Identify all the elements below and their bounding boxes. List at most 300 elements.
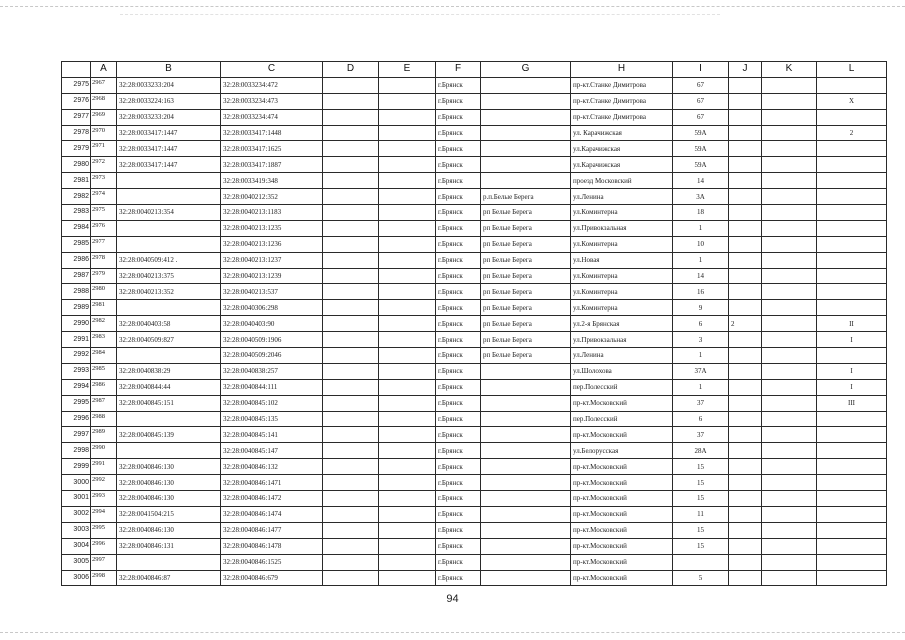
row-number[interactable]: 2983 — [62, 205, 91, 221]
cell-e[interactable] — [379, 538, 436, 554]
cell-h[interactable]: пр-кт.Станке Димитрова — [571, 93, 673, 109]
cell-f[interactable]: г.Брянск — [436, 379, 481, 395]
cell-h[interactable]: ул.Шолохова — [571, 363, 673, 379]
cell-i[interactable]: 5 — [673, 570, 729, 586]
cell-l[interactable] — [817, 491, 887, 507]
cell-k[interactable] — [762, 93, 817, 109]
cell-j[interactable] — [729, 379, 762, 395]
cell-l[interactable] — [817, 141, 887, 157]
cell-c[interactable]: 32:28:0040846:1474 — [221, 506, 323, 522]
cell-h[interactable]: пер.Полесский — [571, 411, 673, 427]
cell-b[interactable]: 32:28:0040846:130 — [117, 491, 221, 507]
cell-h[interactable]: ул.Привокзальная — [571, 220, 673, 236]
cell-b[interactable]: 32:28:0040846:130 — [117, 475, 221, 491]
cell-g[interactable] — [481, 538, 571, 554]
cell-e[interactable] — [379, 427, 436, 443]
cell-b[interactable] — [117, 220, 221, 236]
cell-h[interactable]: пр-кт.Станке Димитрова — [571, 77, 673, 93]
cell-g[interactable]: рп Белые Берега — [481, 236, 571, 252]
cell-a[interactable]: 2975 — [91, 205, 117, 221]
cell-k[interactable] — [762, 284, 817, 300]
row-number[interactable]: 3003 — [62, 522, 91, 538]
cell-i[interactable]: 59А — [673, 141, 729, 157]
cell-i[interactable]: 14 — [673, 173, 729, 189]
cell-i[interactable]: 1 — [673, 348, 729, 364]
cell-j[interactable] — [729, 284, 762, 300]
cell-a[interactable]: 2998 — [91, 570, 117, 586]
cell-j[interactable] — [729, 459, 762, 475]
cell-g[interactable] — [481, 363, 571, 379]
cell-b[interactable]: 32:28:0040213:354 — [117, 205, 221, 221]
cell-j[interactable] — [729, 157, 762, 173]
cell-h[interactable]: пр-кт.Московский — [571, 475, 673, 491]
cell-h[interactable]: пр-кт.Станке Димитрова — [571, 109, 673, 125]
cell-l[interactable] — [817, 570, 887, 586]
cell-i[interactable]: 37 — [673, 427, 729, 443]
cell-e[interactable] — [379, 570, 436, 586]
cell-c[interactable]: 32:28:0033417:1448 — [221, 125, 323, 141]
cell-f[interactable]: г.Брянск — [436, 284, 481, 300]
cell-h[interactable]: ул.Привокзальная — [571, 332, 673, 348]
cell-c[interactable]: 32:28:0040846:1472 — [221, 491, 323, 507]
column-header-i[interactable]: I — [673, 62, 729, 78]
cell-k[interactable] — [762, 316, 817, 332]
cell-l[interactable] — [817, 252, 887, 268]
cell-g[interactable]: рп Белые Берега — [481, 316, 571, 332]
cell-l[interactable] — [817, 443, 887, 459]
cell-d[interactable] — [323, 157, 379, 173]
cell-l[interactable] — [817, 538, 887, 554]
cell-i[interactable]: 10 — [673, 236, 729, 252]
cell-f[interactable]: г.Брянск — [436, 570, 481, 586]
cell-f[interactable]: г.Брянск — [436, 125, 481, 141]
cell-a[interactable]: 2972 — [91, 157, 117, 173]
cell-k[interactable] — [762, 363, 817, 379]
cell-d[interactable] — [323, 538, 379, 554]
cell-g[interactable] — [481, 475, 571, 491]
cell-f[interactable]: г.Брянск — [436, 538, 481, 554]
row-number[interactable]: 2991 — [62, 332, 91, 348]
cell-a[interactable]: 2978 — [91, 252, 117, 268]
cell-b[interactable] — [117, 554, 221, 570]
cell-c[interactable]: 32:28:0040846:132 — [221, 459, 323, 475]
cell-l[interactable] — [817, 157, 887, 173]
cell-a[interactable]: 2983 — [91, 332, 117, 348]
cell-i[interactable]: 15 — [673, 491, 729, 507]
cell-l[interactable] — [817, 554, 887, 570]
cell-f[interactable]: г.Брянск — [436, 205, 481, 221]
cell-k[interactable] — [762, 395, 817, 411]
cell-a[interactable]: 2982 — [91, 316, 117, 332]
cell-d[interactable] — [323, 205, 379, 221]
cell-d[interactable] — [323, 77, 379, 93]
cell-i[interactable] — [673, 554, 729, 570]
cell-l[interactable]: 2 — [817, 125, 887, 141]
cell-l[interactable] — [817, 348, 887, 364]
cell-d[interactable] — [323, 348, 379, 364]
cell-c[interactable]: 32:28:0033234:472 — [221, 77, 323, 93]
column-header-k[interactable]: K — [762, 62, 817, 78]
cell-b[interactable]: 32:28:0033233:204 — [117, 77, 221, 93]
cell-d[interactable] — [323, 93, 379, 109]
cell-k[interactable] — [762, 173, 817, 189]
cell-e[interactable] — [379, 363, 436, 379]
cell-e[interactable] — [379, 77, 436, 93]
cell-l[interactable] — [817, 189, 887, 205]
cell-i[interactable]: 1 — [673, 379, 729, 395]
cell-b[interactable]: 32:28:0040509:827 — [117, 332, 221, 348]
cell-e[interactable] — [379, 411, 436, 427]
column-header-c[interactable]: C — [221, 62, 323, 78]
cell-k[interactable] — [762, 522, 817, 538]
cell-b[interactable]: 32:28:0040846:131 — [117, 538, 221, 554]
cell-l[interactable] — [817, 411, 887, 427]
row-number[interactable]: 2995 — [62, 395, 91, 411]
cell-l[interactable] — [817, 268, 887, 284]
cell-f[interactable]: г.Брянск — [436, 252, 481, 268]
cell-e[interactable] — [379, 379, 436, 395]
cell-j[interactable] — [729, 300, 762, 316]
cell-b[interactable]: 32:28:0040845:139 — [117, 427, 221, 443]
cell-e[interactable] — [379, 522, 436, 538]
cell-f[interactable]: г.Брянск — [436, 268, 481, 284]
column-header-d[interactable]: D — [323, 62, 379, 78]
column-header-b[interactable]: B — [117, 62, 221, 78]
cell-k[interactable] — [762, 157, 817, 173]
cell-d[interactable] — [323, 379, 379, 395]
row-number[interactable]: 2994 — [62, 379, 91, 395]
cell-g[interactable] — [481, 93, 571, 109]
cell-g[interactable] — [481, 379, 571, 395]
cell-h[interactable]: пр-кт.Московский — [571, 554, 673, 570]
cell-b[interactable]: 32:28:0033417:1447 — [117, 157, 221, 173]
cell-c[interactable]: 32:28:0040213:1183 — [221, 205, 323, 221]
cell-k[interactable] — [762, 236, 817, 252]
cell-e[interactable] — [379, 109, 436, 125]
row-number[interactable]: 2992 — [62, 348, 91, 364]
cell-e[interactable] — [379, 125, 436, 141]
cell-g[interactable]: р.п.Белые Берега — [481, 189, 571, 205]
cell-a[interactable]: 2970 — [91, 125, 117, 141]
cell-d[interactable] — [323, 173, 379, 189]
cell-c[interactable]: 32:28:0040509:2046 — [221, 348, 323, 364]
cell-k[interactable] — [762, 538, 817, 554]
cell-a[interactable]: 2984 — [91, 348, 117, 364]
cell-e[interactable] — [379, 205, 436, 221]
cell-h[interactable]: ул. Карачижская — [571, 125, 673, 141]
cell-h[interactable]: ул.Ленина — [571, 348, 673, 364]
cell-a[interactable]: 2988 — [91, 411, 117, 427]
cell-j[interactable] — [729, 252, 762, 268]
cell-g[interactable]: рп Белые Берега — [481, 300, 571, 316]
cell-h[interactable]: ул.Белорусская — [571, 443, 673, 459]
cell-c[interactable]: 32:28:0033234:474 — [221, 109, 323, 125]
cell-a[interactable]: 2974 — [91, 189, 117, 205]
cell-j[interactable] — [729, 570, 762, 586]
cell-h[interactable]: пр-кт.Московский — [571, 570, 673, 586]
cell-l[interactable] — [817, 109, 887, 125]
column-header-f[interactable]: F — [436, 62, 481, 78]
cell-j[interactable] — [729, 427, 762, 443]
cell-b[interactable] — [117, 173, 221, 189]
cell-a[interactable]: 2992 — [91, 475, 117, 491]
cell-g[interactable]: рп Белые Берега — [481, 220, 571, 236]
cell-d[interactable] — [323, 189, 379, 205]
cell-i[interactable]: 59А — [673, 157, 729, 173]
cell-c[interactable]: 32:28:0040846:1478 — [221, 538, 323, 554]
row-number[interactable]: 2988 — [62, 284, 91, 300]
cell-a[interactable]: 2987 — [91, 395, 117, 411]
cell-l[interactable] — [817, 427, 887, 443]
cell-g[interactable]: рп Белые Берега — [481, 205, 571, 221]
cell-a[interactable]: 2968 — [91, 93, 117, 109]
cell-e[interactable] — [379, 348, 436, 364]
cell-f[interactable]: г.Брянск — [436, 189, 481, 205]
cell-k[interactable] — [762, 491, 817, 507]
cell-f[interactable]: г.Брянск — [436, 141, 481, 157]
cell-f[interactable]: г.Брянск — [436, 300, 481, 316]
cell-e[interactable] — [379, 300, 436, 316]
cell-d[interactable] — [323, 411, 379, 427]
cell-c[interactable]: 32:28:0040844:111 — [221, 379, 323, 395]
cell-c[interactable]: 32:28:0040213:537 — [221, 284, 323, 300]
row-number[interactable]: 3004 — [62, 538, 91, 554]
row-number[interactable]: 2979 — [62, 141, 91, 157]
cell-k[interactable] — [762, 411, 817, 427]
cell-f[interactable]: г.Брянск — [436, 93, 481, 109]
cell-a[interactable]: 2971 — [91, 141, 117, 157]
cell-g[interactable] — [481, 77, 571, 93]
cell-j[interactable] — [729, 77, 762, 93]
cell-d[interactable] — [323, 459, 379, 475]
cell-f[interactable]: г.Брянск — [436, 173, 481, 189]
cell-k[interactable] — [762, 220, 817, 236]
cell-j[interactable] — [729, 363, 762, 379]
cell-f[interactable]: г.Брянск — [436, 348, 481, 364]
cell-g[interactable] — [481, 173, 571, 189]
cell-l[interactable] — [817, 205, 887, 221]
cell-c[interactable]: 32:28:0040845:102 — [221, 395, 323, 411]
cell-h[interactable]: ул.Коминтерна — [571, 300, 673, 316]
cell-i[interactable]: 9 — [673, 300, 729, 316]
cell-b[interactable]: 32:28:0040845:151 — [117, 395, 221, 411]
cell-c[interactable]: 32:28:0040213:1237 — [221, 252, 323, 268]
cell-j[interactable] — [729, 93, 762, 109]
cell-b[interactable] — [117, 300, 221, 316]
cell-l[interactable]: I — [817, 363, 887, 379]
cell-e[interactable] — [379, 236, 436, 252]
column-header-h[interactable]: H — [571, 62, 673, 78]
cell-d[interactable] — [323, 220, 379, 236]
row-number[interactable]: 2993 — [62, 363, 91, 379]
cell-l[interactable] — [817, 220, 887, 236]
cell-k[interactable] — [762, 475, 817, 491]
cell-g[interactable] — [481, 125, 571, 141]
cell-e[interactable] — [379, 220, 436, 236]
cell-g[interactable] — [481, 411, 571, 427]
cell-g[interactable] — [481, 157, 571, 173]
cell-c[interactable]: 32:28:0040845:147 — [221, 443, 323, 459]
cell-h[interactable]: пр-кт.Московский — [571, 459, 673, 475]
cell-h[interactable]: пр-кт.Московский — [571, 538, 673, 554]
cell-c[interactable]: 32:28:0033417:1887 — [221, 157, 323, 173]
cell-f[interactable]: г.Брянск — [436, 506, 481, 522]
cell-f[interactable]: г.Брянск — [436, 109, 481, 125]
cell-d[interactable] — [323, 268, 379, 284]
cell-e[interactable] — [379, 332, 436, 348]
cell-c[interactable]: 32:28:0033417:1625 — [221, 141, 323, 157]
cell-i[interactable]: 6 — [673, 411, 729, 427]
cell-g[interactable] — [481, 459, 571, 475]
cell-f[interactable]: г.Брянск — [436, 491, 481, 507]
cell-i[interactable]: 15 — [673, 538, 729, 554]
cell-d[interactable] — [323, 506, 379, 522]
cell-d[interactable] — [323, 125, 379, 141]
cell-d[interactable] — [323, 141, 379, 157]
cell-j[interactable] — [729, 268, 762, 284]
cell-a[interactable]: 2989 — [91, 427, 117, 443]
cell-h[interactable]: ул.Новая — [571, 252, 673, 268]
cell-j[interactable] — [729, 205, 762, 221]
cell-f[interactable]: г.Брянск — [436, 77, 481, 93]
cell-k[interactable] — [762, 427, 817, 443]
cell-e[interactable] — [379, 268, 436, 284]
cell-e[interactable] — [379, 252, 436, 268]
row-number[interactable]: 2989 — [62, 300, 91, 316]
row-number[interactable]: 2990 — [62, 316, 91, 332]
cell-c[interactable]: 32:28:0040846:1471 — [221, 475, 323, 491]
row-number[interactable]: 2996 — [62, 411, 91, 427]
cell-g[interactable] — [481, 491, 571, 507]
cell-i[interactable]: 3А — [673, 189, 729, 205]
cell-g[interactable] — [481, 522, 571, 538]
corner-cell[interactable] — [62, 62, 91, 78]
cell-j[interactable] — [729, 411, 762, 427]
cell-g[interactable] — [481, 427, 571, 443]
cell-a[interactable]: 2996 — [91, 538, 117, 554]
row-number[interactable]: 3000 — [62, 475, 91, 491]
cell-d[interactable] — [323, 236, 379, 252]
cell-i[interactable]: 15 — [673, 459, 729, 475]
cell-f[interactable]: г.Брянск — [436, 522, 481, 538]
cell-l[interactable] — [817, 506, 887, 522]
cell-k[interactable] — [762, 252, 817, 268]
cell-f[interactable]: г.Брянск — [436, 427, 481, 443]
row-number[interactable]: 2999 — [62, 459, 91, 475]
cell-a[interactable]: 2995 — [91, 522, 117, 538]
cell-i[interactable]: 67 — [673, 109, 729, 125]
cell-d[interactable] — [323, 300, 379, 316]
cell-k[interactable] — [762, 141, 817, 157]
cell-d[interactable] — [323, 252, 379, 268]
cell-b[interactable]: 32:28:0040838:29 — [117, 363, 221, 379]
row-number[interactable]: 3002 — [62, 506, 91, 522]
cell-f[interactable]: г.Брянск — [436, 236, 481, 252]
cell-h[interactable]: ул.Карачижская — [571, 141, 673, 157]
column-header-g[interactable]: G — [481, 62, 571, 78]
cell-c[interactable]: 32:28:0040846:679 — [221, 570, 323, 586]
cell-e[interactable] — [379, 443, 436, 459]
cell-d[interactable] — [323, 316, 379, 332]
cell-b[interactable]: 32:28:0033233:204 — [117, 109, 221, 125]
cell-j[interactable] — [729, 538, 762, 554]
cell-k[interactable] — [762, 268, 817, 284]
cell-k[interactable] — [762, 554, 817, 570]
cell-b[interactable] — [117, 411, 221, 427]
cell-b[interactable]: 32:28:0033417:1447 — [117, 141, 221, 157]
cell-g[interactable] — [481, 506, 571, 522]
row-number[interactable]: 2997 — [62, 427, 91, 443]
cell-g[interactable]: рп Белые Берега — [481, 284, 571, 300]
cell-k[interactable] — [762, 506, 817, 522]
cell-d[interactable] — [323, 443, 379, 459]
cell-d[interactable] — [323, 491, 379, 507]
cell-g[interactable]: рп Белые Берега — [481, 268, 571, 284]
cell-d[interactable] — [323, 395, 379, 411]
cell-g[interactable] — [481, 141, 571, 157]
cell-h[interactable]: ул.Карачижская — [571, 157, 673, 173]
cell-j[interactable] — [729, 125, 762, 141]
cell-h[interactable]: пр-кт.Московский — [571, 427, 673, 443]
cell-k[interactable] — [762, 77, 817, 93]
column-header-l[interactable]: L — [817, 62, 887, 78]
cell-d[interactable] — [323, 475, 379, 491]
cell-a[interactable]: 2986 — [91, 379, 117, 395]
cell-a[interactable]: 2980 — [91, 284, 117, 300]
cell-k[interactable] — [762, 109, 817, 125]
cell-g[interactable]: рп Белые Берега — [481, 332, 571, 348]
cell-i[interactable]: 67 — [673, 93, 729, 109]
cell-j[interactable] — [729, 109, 762, 125]
cell-d[interactable] — [323, 332, 379, 348]
cell-c[interactable]: 32:28:0040846:1525 — [221, 554, 323, 570]
cell-c[interactable]: 32:28:0040306:298 — [221, 300, 323, 316]
cell-b[interactable] — [117, 236, 221, 252]
cell-i[interactable]: 15 — [673, 475, 729, 491]
cell-k[interactable] — [762, 205, 817, 221]
cell-d[interactable] — [323, 554, 379, 570]
cell-h[interactable]: ул.Коминтерна — [571, 236, 673, 252]
cell-k[interactable] — [762, 189, 817, 205]
cell-d[interactable] — [323, 109, 379, 125]
cell-a[interactable]: 2981 — [91, 300, 117, 316]
row-number[interactable]: 2985 — [62, 236, 91, 252]
cell-l[interactable] — [817, 77, 887, 93]
cell-c[interactable]: 32:28:0040212:352 — [221, 189, 323, 205]
cell-b[interactable]: 32:28:0040844:44 — [117, 379, 221, 395]
cell-b[interactable]: 32:28:0040846:130 — [117, 522, 221, 538]
cell-c[interactable]: 32:28:0040845:141 — [221, 427, 323, 443]
row-number[interactable]: 3006 — [62, 570, 91, 586]
cell-l[interactable] — [817, 236, 887, 252]
cell-j[interactable] — [729, 506, 762, 522]
cell-h[interactable]: проезд Московский — [571, 173, 673, 189]
cell-l[interactable] — [817, 522, 887, 538]
cell-c[interactable]: 32:28:0040838:257 — [221, 363, 323, 379]
cell-d[interactable] — [323, 570, 379, 586]
cell-j[interactable] — [729, 236, 762, 252]
cell-f[interactable]: г.Брянск — [436, 554, 481, 570]
row-number[interactable]: 2986 — [62, 252, 91, 268]
cell-c[interactable]: 32:28:0040846:1477 — [221, 522, 323, 538]
cell-c[interactable]: 32:28:0040509:1906 — [221, 332, 323, 348]
cell-b[interactable]: 32:28:0040403:58 — [117, 316, 221, 332]
cell-h[interactable]: пр-кт.Московский — [571, 395, 673, 411]
cell-f[interactable]: г.Брянск — [436, 220, 481, 236]
cell-b[interactable]: 32:28:0041504:215 — [117, 506, 221, 522]
row-number[interactable]: 2987 — [62, 268, 91, 284]
cell-k[interactable] — [762, 332, 817, 348]
